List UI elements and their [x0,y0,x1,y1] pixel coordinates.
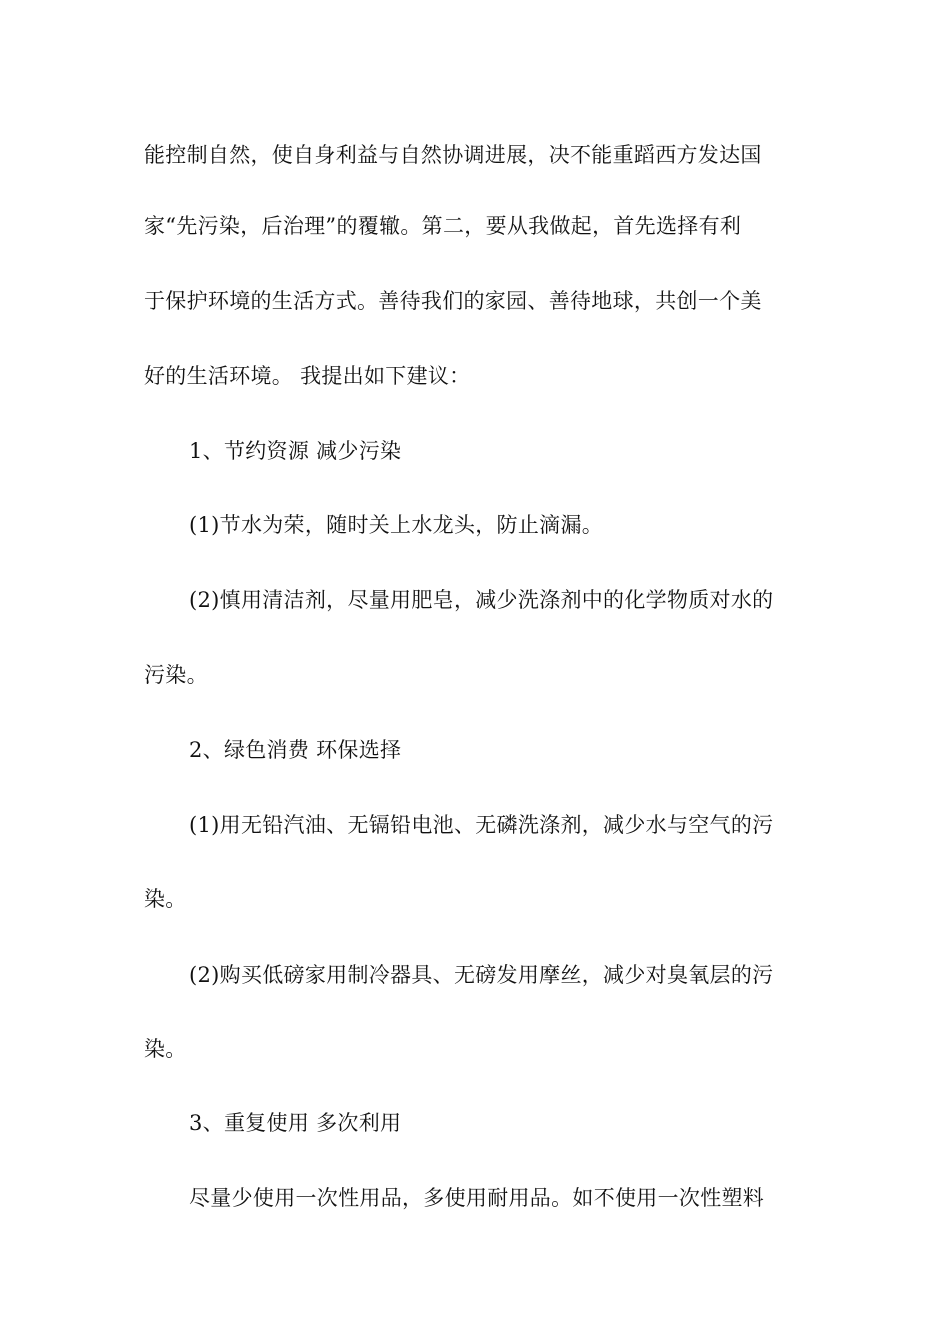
paragraph-line: 好的生活环境。 我提出如下建议： [144,364,471,388]
paragraph-line: 染。 [144,887,187,911]
section-heading-3: 3、重复使用 多次利用 [189,1111,402,1135]
paragraph-line: 尽量少使用一次性用品，多使用耐用品。如不使用一次性塑料 [189,1186,765,1210]
paragraph-line: 染。 [144,1037,187,1061]
list-item: (1)节水为荣，随时关上水龙头，防止滴漏。 [189,513,604,537]
section-heading-2: 2、绿色消费 环保选择 [189,738,402,762]
paragraph-line: 家“先污染，后治理”的覆辙。第二，要从我做起，首先选择有利 [144,214,742,238]
paragraph-line: 于保护环境的生活方式。善待我们的家园、善待地球，共创一个美 [144,289,762,313]
list-item: (2)慎用清洁剂，尽量用肥皂，减少洗涤剂中的化学物质对水的 [189,588,774,612]
paragraph-line: 能控制自然，使自身利益与自然协调进展，决不能重蹈西方发达国 [144,143,762,167]
section-heading-1: 1、节约资源 减少污染 [189,439,402,463]
list-item: (2)购买低磅家用制冷器具、无磅发用摩丝，减少对臭氧层的污 [189,963,774,987]
paragraph-line: 污染。 [144,663,208,687]
list-item: (1)用无铅汽油、无镉铅电池、无磷洗涤剂，减少水与空气的污 [189,813,774,837]
